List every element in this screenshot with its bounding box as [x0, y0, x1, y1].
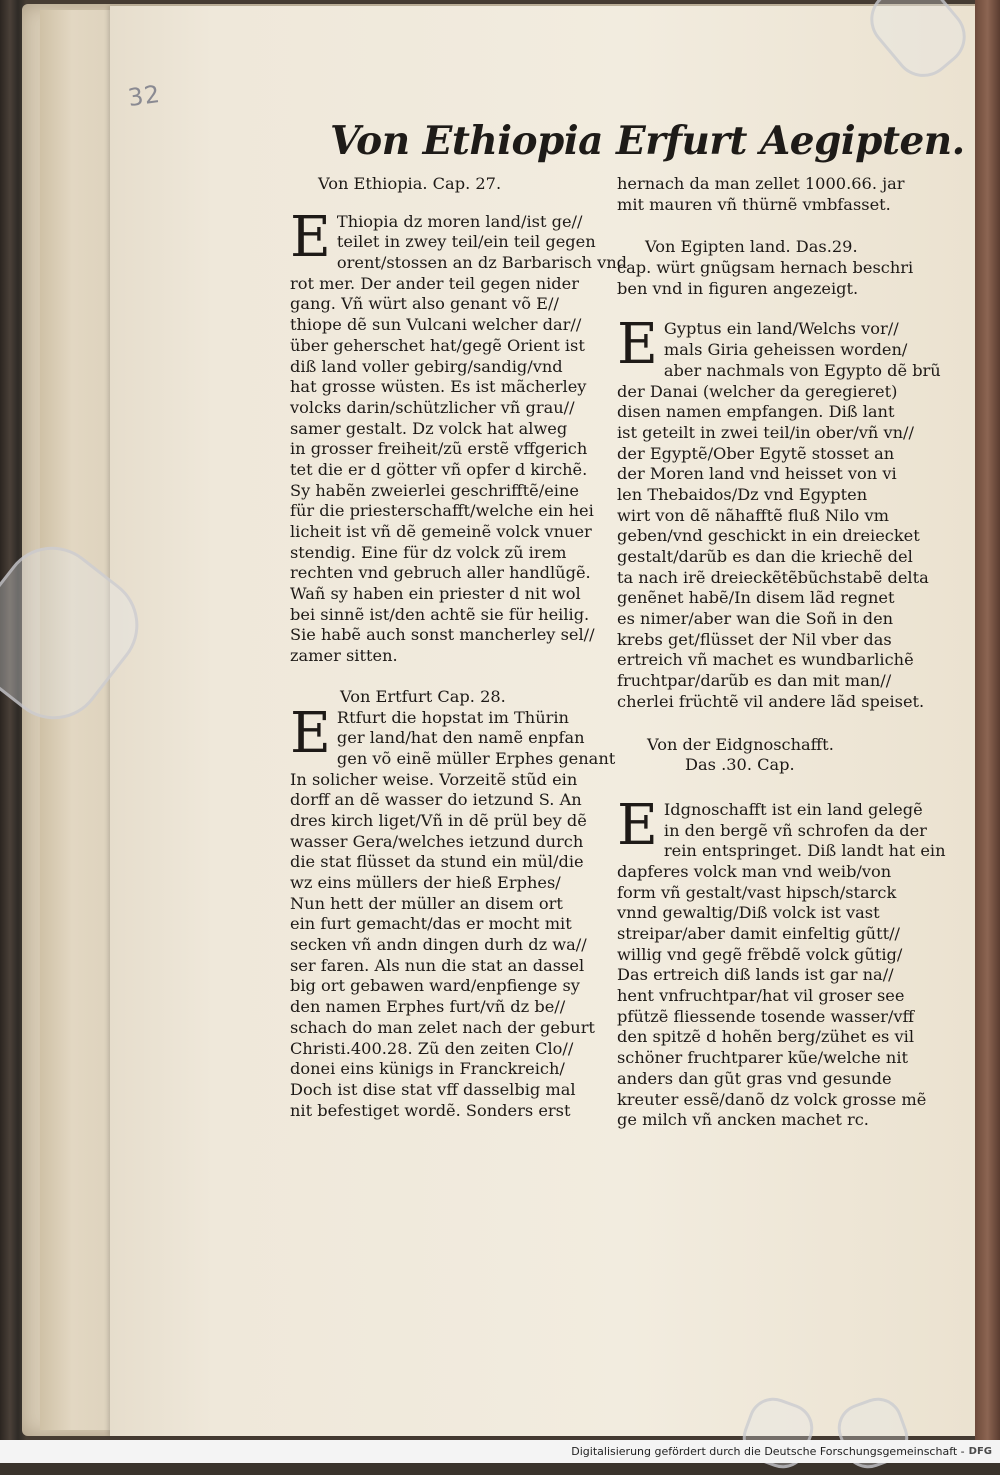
- text-line: ser faren. Als nun die stat an dassel: [290, 955, 585, 975]
- text-line: in den bergẽ vñ schrofen da der: [663, 820, 927, 840]
- text-line: dapferes volck man vnd weib/von: [617, 861, 892, 881]
- text-line: pfützẽ fliessende tosende wasser/vff: [617, 1006, 914, 1026]
- text-line: Sie habẽ auch sonst mancherley sel//: [290, 625, 595, 645]
- chapter-body: [617, 312, 941, 712]
- initial-letter: E: [617, 792, 658, 858]
- chapter-heading: [617, 735, 917, 776]
- text-line: Nun hett der müller an disem ort: [290, 893, 563, 913]
- text-line: Rtfurt die hopstat im Thürin: [336, 707, 569, 727]
- text-line: licheit ist vñ dẽ gemeinẽ volck vnuer: [290, 522, 592, 542]
- text-line: ge milch vñ ancken machet rc.: [617, 1110, 869, 1130]
- text-line: ger land/hat den namẽ enpfan: [336, 728, 585, 748]
- initial-letter: E: [617, 312, 658, 378]
- text-line: tet die er d götter vñ opfer d kirchẽ.: [290, 459, 588, 479]
- right-column: [617, 174, 946, 1131]
- spacer: [617, 215, 917, 237]
- footer-text: Digitalisierung gefördert durch die Deutsche Forschungsgemeinschaft -: [571, 1445, 965, 1458]
- text-line: dorff an dẽ wasser do ietzund S. An: [290, 790, 582, 810]
- text-line: Idgnoschafft ist ein land gelegẽ: [663, 799, 923, 819]
- text-line: ta nach irẽ dreieckẽtẽbũchstabẽ delta: [617, 567, 929, 587]
- dfg-logo: DFG: [968, 1446, 992, 1457]
- continued-text: [617, 174, 917, 215]
- text-line: zamer sitten.: [290, 646, 398, 666]
- binding-board: [975, 0, 1000, 1440]
- text-line: hent vnfruchtpar/hat vil groser see: [617, 986, 905, 1006]
- text-line: vnnd gewaltig/Diß volck ist vast: [617, 903, 880, 923]
- text-line: disen namen empfangen. Diß lant: [617, 402, 895, 422]
- text-line: hat grosse wüsten. Es ist mãcherley: [290, 377, 587, 397]
- text-line: dres kirch liget/Vñ in dẽ prül bey dẽ: [290, 810, 587, 830]
- text-line: Thiopia dz moren land/ist ge//: [336, 211, 583, 231]
- heading-line: Von Egipten land. Das.29.: [645, 237, 858, 257]
- running-head: Von Ethiopia Erfurt Aegipten.: [330, 118, 965, 164]
- text-line: Gyptus ein land/Welchs vor//: [663, 319, 899, 339]
- text-line: wz eins müllers der hieß Erphes/: [290, 873, 561, 893]
- text-line: cherlei früchtẽ vil andere lãd speiset.: [617, 691, 925, 711]
- text-line: der Egyptẽ/Ober Egytẽ stosset an: [617, 443, 895, 463]
- chapter-heading: Von Ertfurt Cap. 28.: [340, 686, 506, 706]
- text-line: fruchtpar/darũb es dan mit man//: [617, 671, 892, 691]
- text-line: gen võ einẽ müller Erphes genant: [336, 748, 616, 768]
- text-line: krebs get/flüsset der Nil vber das: [617, 629, 892, 649]
- text-line: donei eins künigs in Franckreich/: [290, 1059, 565, 1079]
- page-edges: [40, 10, 121, 1430]
- text-line: Christi.400.28. Zũ den zeiten Clo//: [290, 1038, 574, 1058]
- spacer: [617, 713, 917, 735]
- text-line: streipar/aber damit einfeltig gũtt//: [617, 924, 901, 943]
- text-line: gestalt/darũb es dan die kriechẽ del: [617, 547, 913, 566]
- text-line: orent/stossen an dz Barbarisch vnd: [336, 253, 628, 273]
- text-line: stendig. Eine für dz volck zũ irem: [290, 542, 567, 562]
- text-line: aber nachmals von Egypto dẽ brũ: [663, 360, 941, 380]
- text-line: kreuter essẽ/danõ dz volck grosse mẽ: [617, 1089, 927, 1109]
- text-line: samer gestalt. Dz volck hat alweg: [290, 418, 568, 438]
- text-line: hernach da man zellet 1000.66. jar: [617, 174, 905, 193]
- text-line: ist geteilt in zwei teil/in ober/vñ vn//: [617, 422, 914, 442]
- heading-line: Von der Eidgnoschafft.: [647, 734, 834, 754]
- initial-letter: E: [290, 700, 331, 766]
- text-line: ein furt gemacht/das er mocht mit: [290, 914, 572, 934]
- text-line: wasser Gera/welches ietzund durch: [290, 831, 584, 851]
- text-line: mals Giria geheissen worden/: [663, 340, 908, 360]
- heading-line: Das .30. Cap.: [685, 755, 795, 775]
- folio-number: 32: [126, 79, 163, 113]
- left-column: [290, 174, 628, 1121]
- text-line: rein entspringet. Diß landt hat ein: [663, 841, 946, 861]
- text-line: Das ertreich diß lands ist gar na//: [617, 965, 894, 985]
- text-line: über geherschet hat/gegẽ Orient ist: [290, 335, 585, 355]
- text-line: In solicher weise. Vorzeitẽ stũd ein: [290, 769, 578, 789]
- heading-line: cap. würt gnũgsam hernach beschri: [617, 258, 914, 278]
- text-line: len Thebaidos/Dz vnd Egypten: [617, 484, 868, 504]
- text-line: willig vnd gegẽ frẽbdẽ volck gũtig/: [617, 944, 903, 964]
- initial-letter: E: [290, 204, 331, 270]
- text-line: für die priesterschafft/welche ein hei: [290, 501, 594, 521]
- text-line: den spitzẽ d hohẽn berg/zühet es vil: [617, 1027, 915, 1047]
- text-line: form vñ gestalt/vast hipsch/starck: [617, 882, 897, 902]
- chapter-heading: [617, 237, 917, 299]
- text-line: nit befestiget wordẽ. Sonders erst: [290, 1100, 571, 1120]
- text-line: big ort gebawen ward/enpfienge sy: [290, 976, 580, 996]
- text-line: Doch ist dise stat vff dasselbig mal: [290, 1079, 576, 1099]
- chapter-body: [290, 700, 616, 1122]
- text-line: in grosser freiheit/zũ erstẽ vffgerich: [290, 439, 588, 459]
- text-line: teilet in zwey teil/ein teil gegen: [336, 232, 596, 252]
- spacer: [617, 776, 917, 800]
- digitization-footer: [0, 1440, 1000, 1463]
- text-line: schach do man zelet nach der geburt: [290, 1017, 595, 1037]
- text-line: diß land voller gebirg/sandig/vnd: [290, 356, 563, 376]
- text-line: rechten vnd gebruch aller handlũgẽ.: [290, 563, 591, 583]
- text-line: die stat flüsset da stund ein mül/die: [290, 852, 584, 872]
- text-line: genẽnet habẽ/In disem lãd regnet: [617, 588, 895, 608]
- chapter-body: [617, 792, 946, 1131]
- text-line: schöner fruchtparer kũe/welche nit: [617, 1048, 909, 1068]
- text-line: gang. Vñ würt also genant võ E//: [290, 294, 559, 314]
- text-line: Sy habẽn zweierlei geschrifftẽ/eine: [290, 480, 579, 500]
- text-line: mit mauren vñ thürnẽ vmbfasset.: [617, 194, 891, 214]
- chapter-body: [290, 204, 628, 667]
- text-line: thiope dẽ sun Vulcani welcher dar//: [290, 315, 582, 335]
- text-line: den namen Erphes furt/vñ dz be//: [290, 997, 566, 1017]
- text-line: der Danai (welcher da geregieret): [617, 381, 898, 401]
- text-line: ertreich vñ machet es wundbarlichẽ: [617, 650, 914, 670]
- text-line: der Moren land vnd heisset von vi: [617, 464, 897, 484]
- text-line: wirt von dẽ nãhafftẽ fluß Nilo vm: [617, 505, 889, 525]
- text-line: bei sinnẽ ist/den achtẽ sie für heilig.: [290, 604, 590, 624]
- text-line: es nimer/aber wan die Soñ in den: [617, 609, 894, 629]
- heading-line: ben vnd in figuren angezeigt.: [617, 278, 859, 298]
- spacer: [617, 299, 917, 319]
- text-line: volcks darin/schützlicher vñ grau//: [290, 397, 575, 417]
- spacer: [290, 667, 595, 687]
- chapter-heading: Von Ethiopia. Cap. 27.: [318, 174, 502, 193]
- text-line: rot mer. Der ander teil gegen nider: [290, 273, 579, 293]
- text-line: Wañ sy haben ein priester d nit wol: [290, 584, 581, 604]
- text-line: geben/vnd geschickt in ein dreiecket: [617, 526, 920, 546]
- text-line: anders dan gũt gras vnd gesunde: [617, 1068, 892, 1088]
- text-line: secken vñ andn dingen durh dz wa//: [290, 935, 587, 955]
